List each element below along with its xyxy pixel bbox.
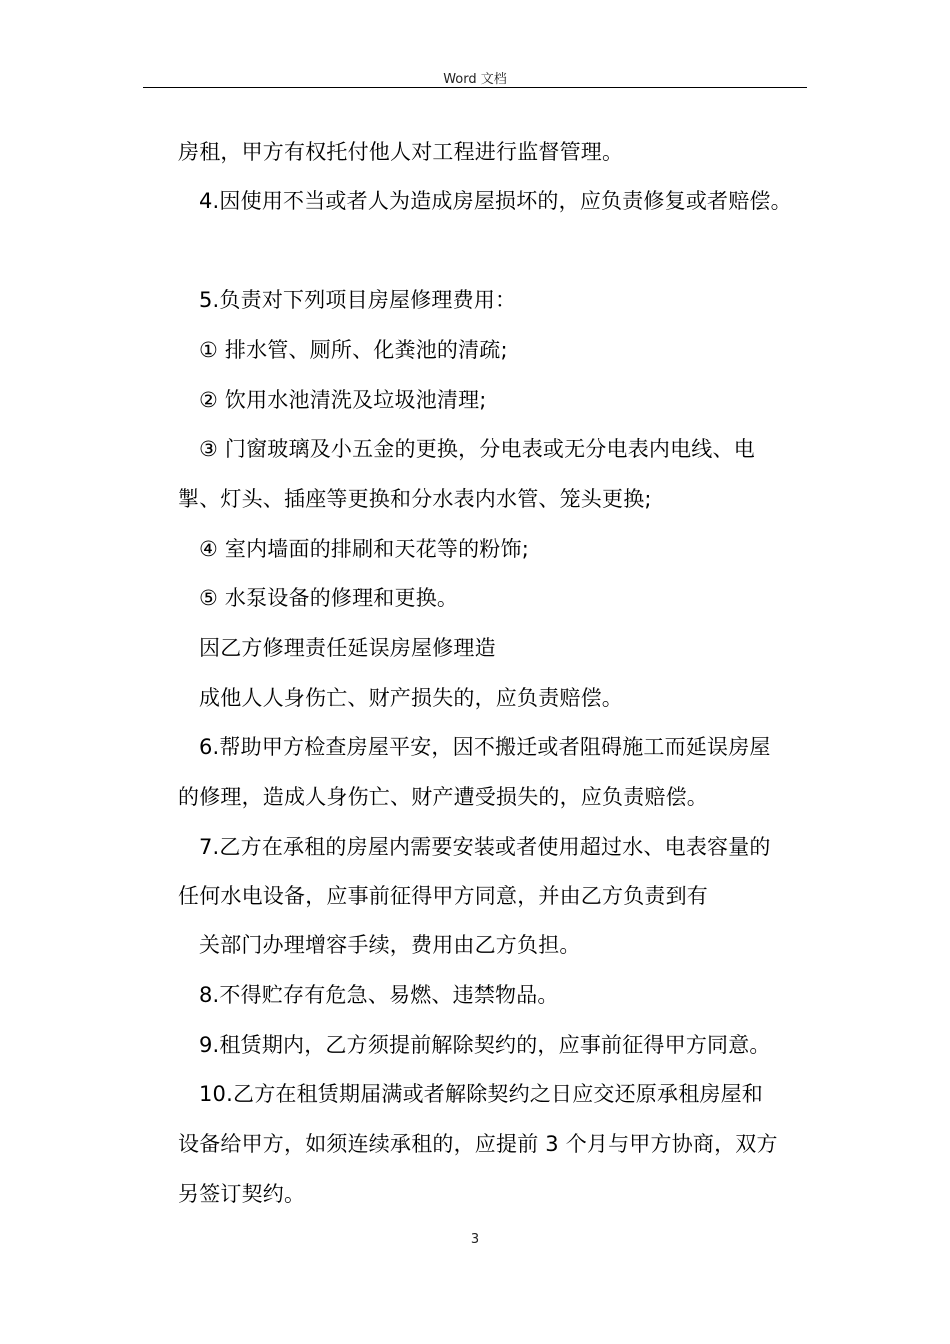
header-title: Word 文档 (443, 72, 507, 87)
paragraph-line: 房租，甲方有权托付他人对工程进行监督管理。 (178, 140, 624, 164)
paragraph-line: 8.不得贮存有危急、易燃、违禁物品。 (199, 983, 559, 1007)
paragraph-line: 10.乙方在租赁期届满或者解除契约之日应交还原承租房屋和 (199, 1082, 763, 1106)
paragraph-line: 5.负责对下列项目房屋修理费用： (199, 288, 517, 312)
paragraph-line: 设备给甲方，如须连续承租的，应提前 3 个月与甲方协商，双方 (178, 1132, 778, 1156)
paragraph-line: 任何水电设备，应事前征得甲方同意，并由乙方负责到有 (178, 884, 708, 908)
page-number: 3 (470, 1232, 480, 1247)
paragraph-line: 掣、灯头、插座等更换和分水表内水管、笼头更换; (178, 487, 652, 511)
paragraph-line: 因乙方修理责任延误房屋修理造 (199, 636, 496, 660)
list-item: ④ 室内墙面的排刷和天花等的粉饰; (199, 537, 529, 561)
paragraph-line: 成他人人身伤亡、财产损失的，应负责赔偿。 (199, 686, 623, 710)
list-item: ① 排水管、厕所、化粪池的清疏; (199, 338, 508, 362)
list-item: ② 饮用水池清洗及垃圾池清理; (199, 388, 487, 412)
header-divider (143, 87, 807, 88)
paragraph-line: 7.乙方在承租的房屋内需要安装或者使用超过水、电表容量的 (199, 835, 771, 859)
paragraph-line: 9.租赁期内，乙方须提前解除契约的，应事前征得甲方同意。 (199, 1033, 771, 1057)
paragraph-line: 关部门办理增容手续，费用由乙方负担。 (199, 933, 581, 957)
paragraph-line: 6.帮助甲方检查房屋平安，因不搬迁或者阻碍施工而延误房屋 (199, 735, 771, 759)
list-item: ③ 门窗玻璃及小五金的更换，分电表或无分电表内电线、电 (199, 437, 755, 461)
paragraph-line: 的修理，造成人身伤亡、财产遭受损失的，应负责赔偿。 (178, 785, 708, 809)
list-item: ⑤ 水泵设备的修理和更换。 (199, 586, 459, 610)
paragraph-line: 4.因使用不当或者人为造成房屋损坏的，应负责修复或者赔偿。 (199, 189, 792, 213)
paragraph-line: 另签订契约。 (178, 1182, 306, 1206)
